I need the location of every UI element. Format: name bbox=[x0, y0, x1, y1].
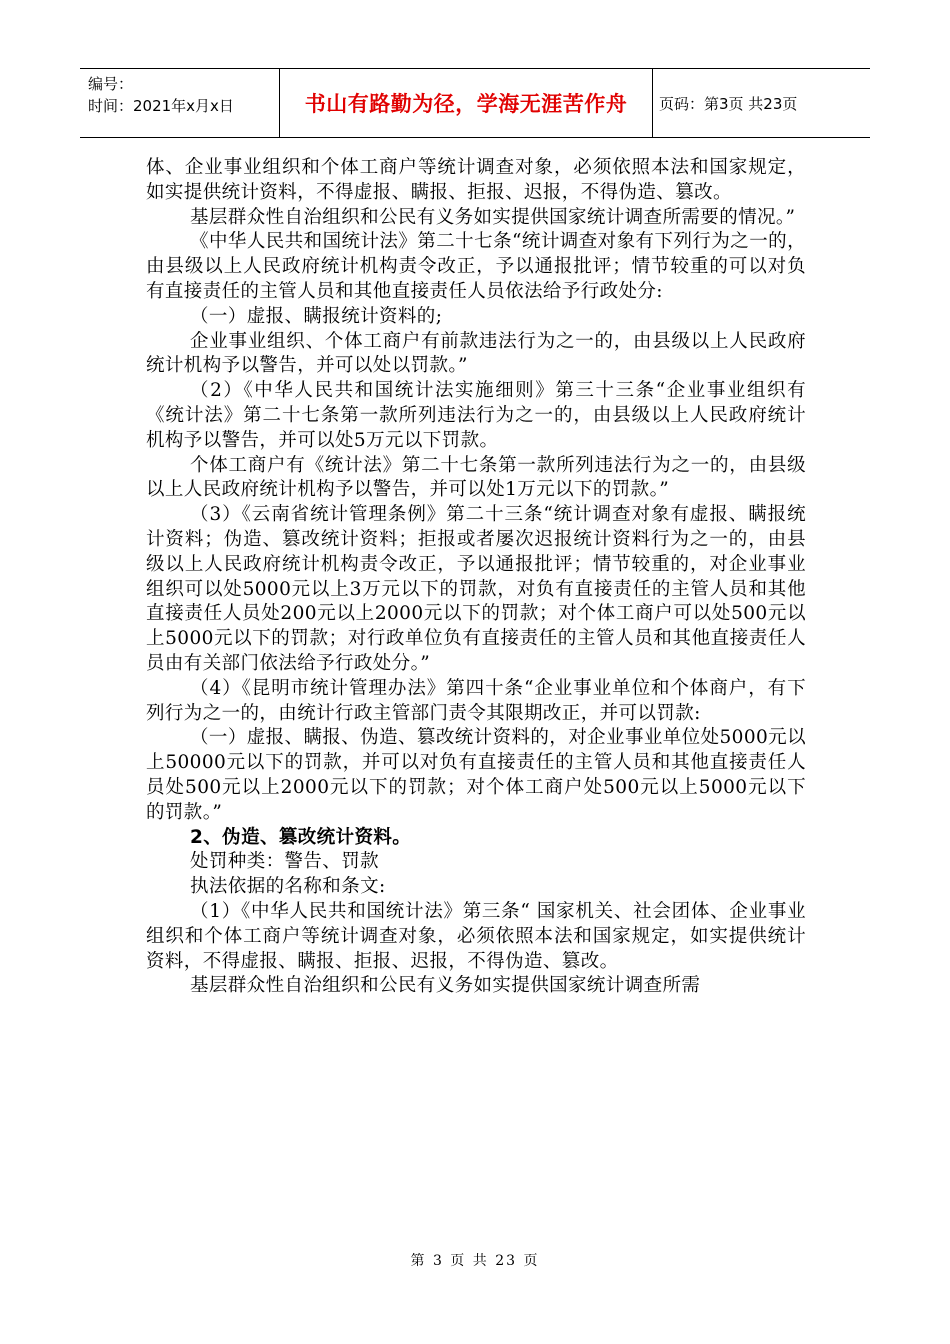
paragraph: 处罚种类：警告、罚款 bbox=[190, 851, 380, 873]
paragraph: 执法依据的名称和条文: bbox=[190, 876, 386, 898]
paragraph: 个体工商户有《统计法》第二十七条第一款所列违法行为之一的，由县级以上人民政府统计机构予以警告，并可以处1万元以下的罚款。” bbox=[146, 454, 806, 501]
document-body bbox=[146, 156, 806, 999]
paragraph: 《中华人民共和国统计法》第二十七条“统计调查对象有下列行为之一的，由县级以上人民政府统计机构责令改正，予以通报批评；情节较重的可以对负有直接责任的主管人员和其他直接责任人员依法给予行政处分: bbox=[146, 231, 806, 302]
header-page-info: 页码：第3页 共23页 bbox=[659, 94, 798, 113]
paragraph: （2）《中华人民共和国统计法实施细则》第三十三条“企业事业组织有《统计法》第二十七条第一款所列违法行为之一的，由县级以上人民政府统计机构予以警告，并可以处5万元以下罚款。 bbox=[146, 380, 806, 451]
paragraph: 基层群众性自治组织和公民有义务如实提供国家统计调查所需 bbox=[190, 975, 701, 997]
number-label: 编号： bbox=[88, 75, 134, 93]
paragraph: （3）《云南省统计管理条例》第二十三条“统计调查对象有虚报、瞒报统计资料；伪造、篡改统计资料；拒报或者屡次迟报统计资料行为之一的，由县级以上人民政府统计机构责令改正，予以通报批评；情节较重的，对企业事业组织可以处5000元以上3万元以下的罚款，对负有直接责任的主管人员和其他直接责任人员处200元以上2000元以下的罚款；对个体工商户可以处500元以上5000元以下的罚款；对行政单位负有直接责任的主管人员和其他直接责任人员由有关部门依法给予行政处分。” bbox=[146, 504, 806, 674]
paragraph: 体、企业事业组织和个体工商户等统计调查对象，必须依照本法和国家规定，如实提供统计资料，不得虚报、瞒报、拒报、迟报，不得伪造、篡改。 bbox=[146, 157, 806, 203]
time-label: 时间：2021年x月x日 bbox=[88, 97, 234, 115]
header-motto: 书山有路勤为径，学海无涯苦作舟 bbox=[280, 69, 653, 137]
paragraph: 企业事业组织、个体工商户有前款违法行为之一的，由县级以上人民政府统计机构予以警告，并可以处以罚款。” bbox=[146, 330, 806, 377]
paragraph: （一）虚报、瞒报统计资料的; bbox=[190, 305, 443, 327]
paragraph: （一）虚报、瞒报、伪造、篡改统计资料的，对企业事业单位处5000元以上50000元以下的罚款，并可以对负有直接责任的主管人员和其他直接责任人员处500元以上2000元以下的罚款；对个体工商户处500元以上5000元以下的罚款。” bbox=[146, 727, 806, 823]
page-header bbox=[80, 68, 870, 138]
header-meta bbox=[80, 69, 280, 137]
paragraph: （4）《昆明市统计管理办法》第四十条“企业事业单位和个体商户，有下列行为之一的，由统计行政主管部门责令其限期改正，并可以罚款: bbox=[146, 677, 806, 724]
paragraph: （1）《中华人民共和国统计法》第三条“ 国家机关、社会团体、企业事业组织和个体工商户等统计调查对象，必须依照本法和国家规定，如实提供统计资料，不得虚报、瞒报、拒报、迟报，不得伪造、篡改。 bbox=[146, 900, 806, 972]
paragraph: 基层群众性自治组织和公民有义务如实提供国家统计调查所需要的情况。” bbox=[190, 206, 796, 228]
section-heading: 2、伪造、篡改统计资料。 bbox=[190, 826, 412, 848]
page-footer: 第 3 页 共 23 页 bbox=[410, 1253, 540, 1269]
